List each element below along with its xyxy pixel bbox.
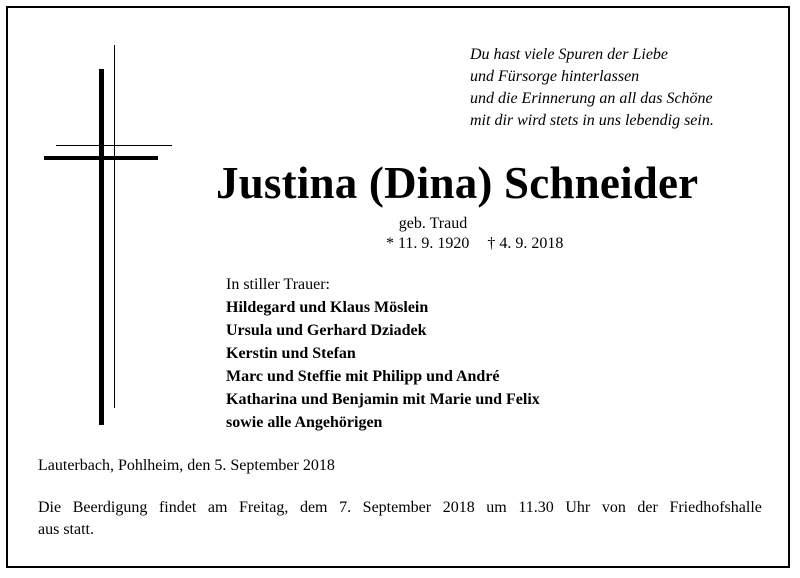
verse-line: und Fürsorge hinterlassen [470,68,640,85]
mourner-name: Marc und Steffie mit Philipp und André [226,368,500,385]
death-date: † 4. 9. 2018 [487,235,564,252]
mourners-intro: In stiller Trauer: [226,276,330,293]
birth-name: geb. Traud [398,215,468,232]
funeral-word: am [207,499,228,516]
funeral-word: 7. [339,499,352,516]
funeral-word: Die [38,499,62,516]
funeral-word: September [362,499,432,516]
funeral-word: dem [299,499,328,516]
funeral-word: Friedhofshalle [669,499,762,516]
deceased-name: Justina (Dina) Schneider [216,158,699,208]
funeral-word: von [601,499,626,516]
funeral-notice [38,497,762,541]
funeral-word: der [637,499,658,516]
funeral-word: findet [158,499,197,516]
birth-date: * 11. 9. 1920 [386,235,470,252]
mourner-name: Ursula und Gerhard Dziadek [226,322,427,339]
life-dates [386,234,563,254]
funeral-line-2: aus statt. [38,521,94,538]
cross-thin-vertical [114,45,115,408]
place-and-date: Lauterbach, Pohlheim, den 5. September 2018 [38,457,335,474]
mourner-name: Kerstin und Stefan [226,345,356,362]
verse-line: mit dir wird stets in uns lebendig sein. [470,112,714,129]
cross-thin-horizontal [56,145,172,146]
mourner-name: Katharina und Benjamin mit Marie und Felix [226,391,540,408]
mourner-name: sowie alle Angehörigen [226,414,383,431]
funeral-word: Beerdigung [72,499,148,516]
mourners-list [226,273,540,434]
verse-line: Du hast viele Spuren der Liebe [470,46,669,63]
cross-main-vertical [99,69,104,425]
mourner-name: Hildegard und Klaus Möslein [226,299,429,316]
funeral-line-1 [38,497,762,519]
memorial-verse [470,44,714,132]
cross-main-horizontal [44,156,158,160]
funeral-word: 2018 [442,499,475,516]
funeral-word: 11.30 [518,499,554,516]
verse-line: und die Erinnerung an all das Schöne [470,90,713,107]
funeral-word: um [486,499,507,516]
funeral-word: Uhr [565,499,591,516]
funeral-word: Freitag, [239,499,289,516]
